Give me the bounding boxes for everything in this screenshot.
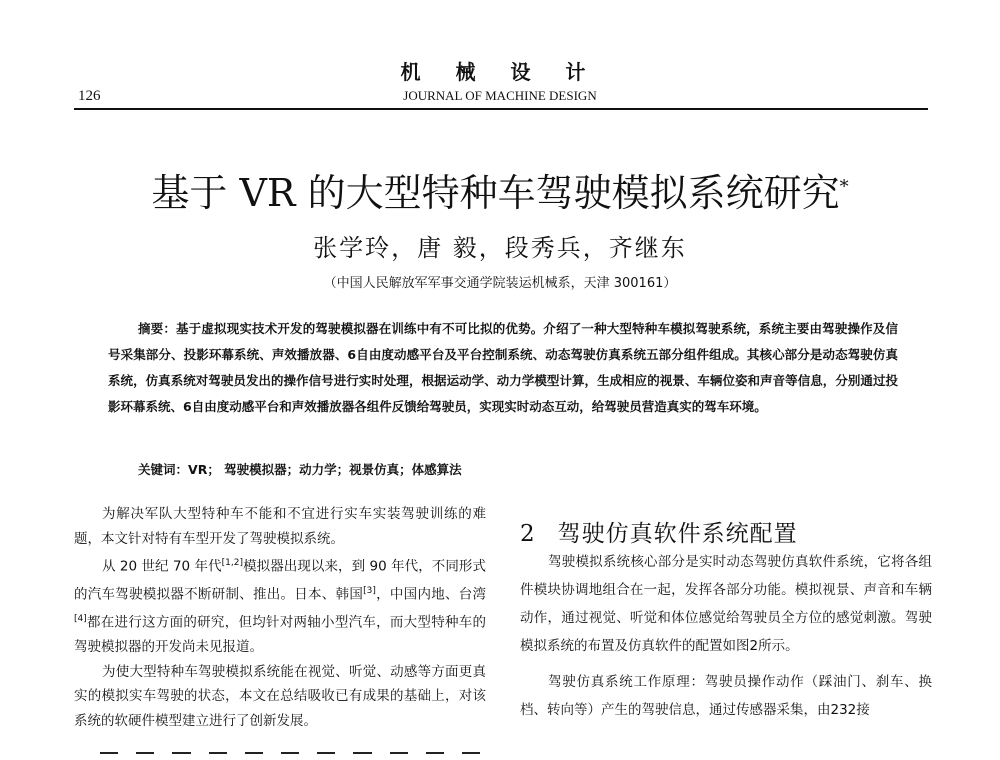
- p2-text-c: ，中国内地、台湾: [375, 586, 487, 603]
- p2-text-b: 模拟器出现以来，到 90 年代，不同形式的汽车驾驶模拟器不断研制、推出。日本、韩国: [74, 558, 486, 603]
- journal-title: 机 械 设 计: [400, 60, 600, 84]
- page-number: 126: [78, 88, 101, 104]
- title-footnote-mark: *: [839, 176, 849, 198]
- keywords-label: 关键词：: [138, 462, 189, 477]
- p2-text-a: 从 20 世纪 70 年代: [102, 558, 222, 575]
- section-number: 2: [520, 521, 536, 547]
- citation-ref-3: [4]: [74, 614, 87, 624]
- right-column: [520, 520, 932, 724]
- cut-off-heading: [100, 744, 480, 760]
- header-rule: [74, 108, 928, 110]
- abstract: [108, 316, 898, 420]
- citation-ref-2: [3]: [363, 586, 376, 596]
- citation-ref-1: [1,2]: [221, 558, 243, 568]
- p2-text-d: 都在进行这方面的研究，但均针对两轴小型汽车，而大型特种车的驾驶模拟器的开发尚未见报道。: [74, 614, 486, 655]
- left-column: [74, 502, 486, 733]
- paper-title-text: 基于 VR 的大型特种车驾驶模拟系统研究: [151, 171, 840, 215]
- authors: 张学玲，唐 毅，段秀兵，齐继东: [313, 234, 687, 262]
- left-paragraph-1: 为解决军队大型特种车不能和不宜进行实车实装驾驶训练的难题，本文针对特有车型开发了驾驶模拟系统。: [74, 506, 486, 547]
- journal-english-name: JOURNAL OF MACHINE DESIGN: [403, 88, 597, 103]
- left-paragraph-3: 为使大型特种车驾驶模拟系统能在视觉、听觉、动感等方面更真实的模拟实车驾驶的状态，本文在总结吸收已有成果的基础上，对该系统的软硬件模型建立进行了创新发展。: [74, 663, 486, 729]
- right-paragraph-1: 驾驶模拟系统核心部分是实时动态驾驶仿真软件系统，它将各组件模块协调地组合在一起，发挥各部分功能。模拟视景、声音和车辆动作，通过视觉、听觉和体位感觉给驾驶员全方位的感觉刺激。驾驶模拟系统的布置及仿真软件的配置如图2所示。: [520, 554, 932, 654]
- right-paragraph-2: 驾驶仿真系统工作原理：驾驶员操作动作（踩油门、刹车、换档、转向等）产生的驾驶信息，通过传感器采集，由232接: [520, 674, 932, 718]
- paper-title: [0, 162, 1000, 217]
- keywords-text: VR； 驾驶模拟器；动力学；视景仿真；体感算法: [188, 462, 462, 477]
- section-heading: [520, 520, 932, 548]
- abstract-label: 摘要：: [138, 321, 177, 336]
- affiliation: （中国人民解放军军事交通学院装运机械系，天津 300161）: [323, 276, 677, 291]
- keywords: [138, 460, 898, 478]
- section-title: 驾驶仿真软件系统配置: [557, 521, 798, 547]
- left-paragraph-2: [74, 551, 486, 660]
- abstract-text: 基于虚拟现实技术开发的驾驶模拟器在训练中有不可比拟的优势。介绍了一种大型特种车模拟驾驶系统，系统主要由驾驶操作及信号采集部分、投影环幕系统、声效播放器、6自由度动感平台及平台控制系统、动态驾驶仿真系统五部分组件组成。其核心部分是动态驾驶仿真系统，仿真系统对驾驶员发出的操作信号进行实时处理，根据运动学、动力学模型计算，生成相应的视景、车辆位姿和声音等信息，分别通过投影环幕系统、6自由度动感平台和声效播放器各组件反馈给驾驶员，实现实时动态互动，给驾驶员营造真实的驾车环境。: [108, 321, 898, 414]
